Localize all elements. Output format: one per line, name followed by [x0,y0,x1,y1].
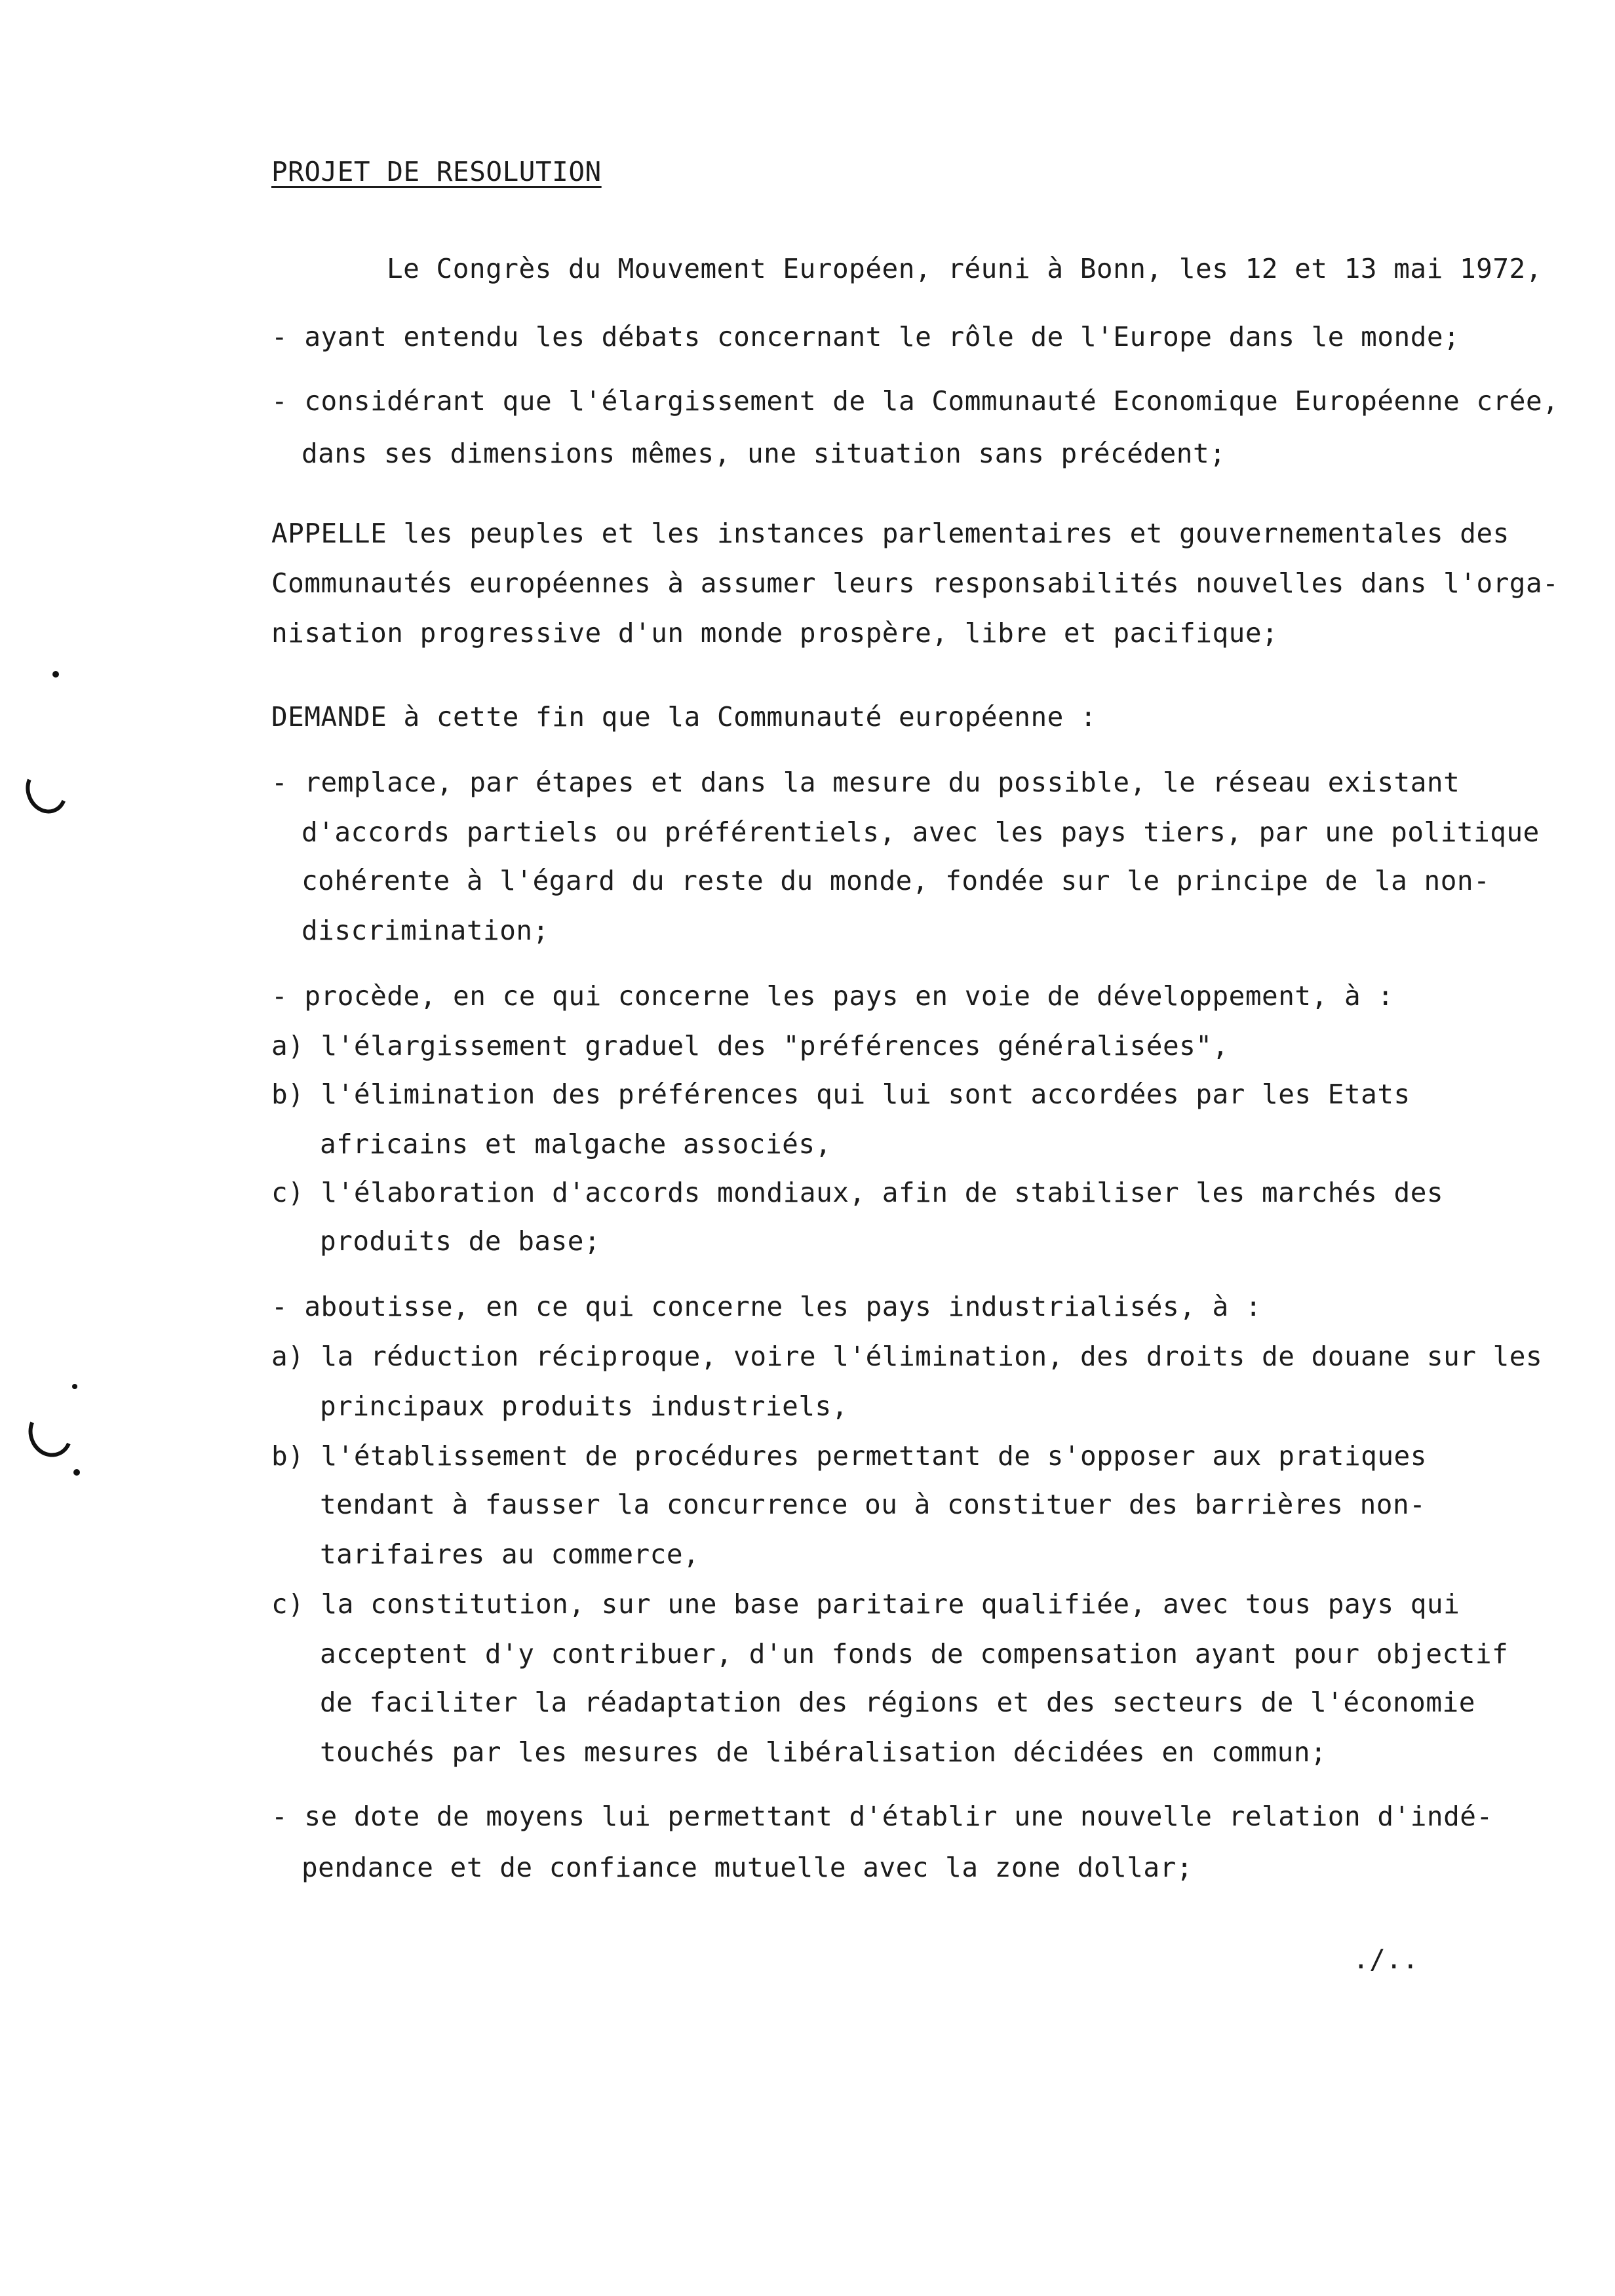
aboutisse-item: de faciliter la réadaptation des régions et des secteurs de l'économie [320,1687,1475,1718]
consideration-line: - ayant entendu les débats concernant le rôle de l'Europe dans le monde; [271,321,1460,353]
appelle-line: Communautés européennes à assumer leurs responsabilités nouvelles dans l'orga- [271,567,1559,599]
aboutisse-item: b) l'établissement de procédures permettant de s'opposer aux pratiques [271,1440,1427,1472]
aboutisse-item: touchés par les mesures de libéralisation décidées en commun; [320,1736,1327,1768]
remplace-line: d'accords partiels ou préférentiels, avec les pays tiers, par une politique [302,816,1540,848]
appelle-line: nisation progressive d'un monde prospère, libre et pacifique; [271,617,1279,649]
continuation-mark: ./.. [1353,1943,1419,1975]
punch-hole-mark [52,671,59,678]
aboutisse-item: a) la réduction réciproque, voire l'élimination, des droits de douane sur les [271,1341,1543,1372]
dote-line: - se dote de moyens lui permettant d'établir une nouvelle relation d'indé- [271,1801,1493,1832]
aboutisse-item: tarifaires au commerce, [320,1539,700,1570]
remplace-line: discrimination; [302,915,549,946]
intro-paragraph: Le Congrès du Mouvement Européen, réuni à Bonn, les 12 et 13 mai 1972, [387,253,1542,284]
aboutisse-item: principaux produits industriels, [320,1390,848,1422]
demande-intro: DEMANDE à cette fin que la Communauté européenne : [271,701,1097,733]
procede-item: b) l'élimination des préférences qui lui sont accordées par les Etats [271,1079,1411,1110]
document-title: PROJET DE RESOLUTION [271,156,602,187]
remplace-line: - remplace, par étapes et dans la mesure du possible, le réseau existant [271,767,1460,798]
dote-line: pendance et de confiance mutuelle avec la zone dollar; [302,1852,1193,1883]
consideration-line: dans ses dimensions mêmes, une situation sans précédent; [302,438,1226,469]
appelle-line: APPELLE les peuples et les instances parlementaires et gouvernementales des [271,518,1509,549]
remplace-line: cohérente à l'égard du reste du monde, fondée sur le principe de la non- [302,865,1490,896]
aboutisse-item: tendant à fausser la concurrence ou à constituer des barrières non- [320,1489,1426,1520]
aboutisse-line: - aboutisse, en ce qui concerne les pays industrialisés, à : [271,1291,1262,1322]
procede-item: a) l'élargissement graduel des "préférences généralisées", [271,1030,1229,1062]
consideration-line: - considérant que l'élargissement de la Communauté Economique Européenne crée, [271,385,1559,417]
procede-line: - procède, en ce qui concerne les pays en voie de développement, à : [271,980,1394,1012]
punch-hole-mark [20,761,74,820]
aboutisse-item: c) la constitution, sur une base paritaire qualifiée, avec tous pays qui [271,1588,1460,1620]
punch-hole-mark [72,1384,77,1389]
punch-hole-mark [22,1403,79,1463]
procede-item: africains et malgache associés, [320,1128,832,1160]
aboutisse-item: acceptent d'y contribuer, d'un fonds de compensation ayant pour objectif [320,1638,1509,1670]
punch-hole-mark [73,1469,80,1476]
procede-item: produits de base; [320,1225,601,1257]
procede-item: c) l'élaboration d'accords mondiaux, afin de stabiliser les marchés des [271,1177,1444,1208]
